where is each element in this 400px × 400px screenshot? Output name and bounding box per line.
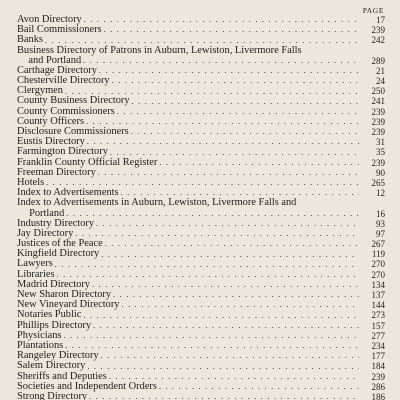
leader-dots	[87, 362, 359, 372]
index-entry	[17, 249, 385, 259]
entry-title: Strong Directory	[17, 390, 88, 400]
index-entry	[17, 168, 385, 178]
entry-page-number: 157	[371, 320, 385, 331]
entry-title: Madrid Directory	[17, 278, 90, 290]
entry-title: Justices of the Peace	[17, 238, 103, 250]
entry-title: Libraries	[17, 268, 55, 280]
entry-title: Banks	[17, 34, 43, 46]
entry-title: County Commissioners	[17, 105, 115, 117]
entry-page-number: 35	[376, 147, 385, 158]
entry-page-number: 12	[376, 188, 385, 199]
entry-title: Lawyers	[17, 258, 53, 270]
leader-dots	[55, 260, 359, 270]
entry-page-number: 93	[376, 218, 385, 229]
leader-dots	[57, 270, 359, 280]
leader-dots	[112, 76, 359, 86]
leader-dots	[87, 137, 359, 147]
entry-page-number: 270	[371, 259, 385, 270]
index-entry	[17, 76, 385, 86]
entry-title: Hotels	[17, 176, 45, 188]
entry-title: Salem Directory	[17, 360, 86, 372]
entry-title: Clergymen	[17, 85, 63, 97]
leader-dots	[83, 311, 359, 321]
entry-page-number: 97	[376, 228, 385, 239]
entry-page-number: 31	[376, 137, 385, 148]
leader-dots	[101, 250, 359, 260]
entry-title: Plantations	[17, 339, 64, 351]
entry-page-number: 16	[376, 208, 385, 219]
leader-dots	[104, 25, 359, 35]
entry-title: Business Directory of Patrons in Auburn, Lewiston, Livermore Falls	[17, 44, 302, 56]
entry-title: Eustis Directory	[17, 136, 85, 148]
entry-page-number: 119	[371, 249, 385, 260]
entry-title: Disclosure Commissioners	[17, 126, 129, 138]
entry-title: Sheriffs and Deputies	[17, 370, 107, 382]
leader-dots	[92, 280, 359, 290]
entry-page-number: 277	[371, 330, 385, 341]
entry-page-number: 239	[371, 116, 385, 127]
index-entry	[17, 25, 385, 35]
entry-page-number: 289	[371, 55, 385, 66]
entry-title: Carthage Directory	[17, 64, 97, 76]
entry-page-number: 21	[376, 65, 385, 76]
entry-title: Portland	[29, 207, 65, 219]
leader-dots	[131, 127, 359, 137]
entry-page-number: 242	[371, 35, 385, 46]
entry-page-number: 24	[376, 76, 385, 87]
leader-dots	[121, 300, 359, 310]
entry-page-number: 239	[371, 157, 385, 168]
entry-page-number: 270	[371, 269, 385, 280]
entry-page-number: 239	[371, 127, 385, 138]
entry-title: and Portland	[28, 54, 82, 66]
entry-page-number: 177	[371, 351, 385, 362]
entry-title: Farmington Directory	[17, 146, 108, 158]
entry-page-number: 239	[371, 106, 385, 117]
entry-title: New Vineyard Directory	[17, 299, 120, 311]
page-column-label: PAGE	[362, 6, 384, 15]
entry-title: Physicians	[17, 329, 62, 341]
leader-dots	[113, 290, 359, 300]
entry-title: Industry Directory	[17, 217, 95, 229]
entry-title: Chesterville Directory	[17, 75, 110, 87]
entry-title: Rangeley Directory	[17, 350, 99, 362]
index-entry	[17, 331, 385, 341]
entry-page-number: 241	[371, 96, 385, 107]
entry-title: County Officers	[17, 115, 85, 127]
entry-title: County Business Directory	[17, 95, 130, 107]
leader-dots	[132, 97, 359, 107]
entry-title: Jay Directory	[17, 227, 74, 239]
leader-dots	[84, 15, 359, 25]
index-entry	[17, 392, 385, 400]
entry-title: Index to Advertisements in Auburn, Lewiston, Livermore Falls and	[17, 197, 297, 209]
leader-dots	[89, 392, 359, 400]
entry-title: Societies and Independent Orders	[17, 380, 157, 392]
entry-page-number: 17	[376, 14, 385, 25]
entry-page-number: 90	[376, 167, 385, 178]
entry-page-number: 186	[371, 391, 385, 400]
entry-title: Notaries Public	[17, 309, 82, 321]
leader-dots	[105, 239, 359, 249]
leader-dots	[99, 66, 359, 76]
entry-page-number: 234	[371, 340, 385, 351]
index-entry	[17, 260, 385, 270]
entry-page-number: 134	[371, 279, 385, 290]
leader-dots	[101, 351, 359, 361]
entry-title: Kingfield Directory	[17, 248, 100, 260]
leader-dots	[65, 341, 359, 351]
entry-page-number: 273	[371, 310, 385, 321]
index-entry	[17, 198, 385, 208]
leader-dots	[159, 158, 359, 168]
entry-page-number: 184	[371, 361, 385, 372]
leader-dots	[75, 229, 359, 239]
entry-page-number: 286	[371, 381, 385, 392]
leader-dots	[63, 331, 359, 341]
leader-dots	[83, 56, 359, 66]
entry-title: Freeman Directory	[17, 166, 96, 178]
leader-dots	[98, 168, 359, 178]
index-list	[17, 15, 385, 400]
entry-page-number: 239	[371, 371, 385, 382]
leader-dots	[159, 382, 359, 392]
entry-page-number: 267	[371, 239, 385, 250]
entry-page-number: 265	[371, 177, 385, 188]
entry-title: New Sharon Directory	[17, 289, 112, 301]
entry-page-number: 250	[371, 86, 385, 97]
leader-dots	[96, 219, 359, 229]
entry-page-number: 144	[371, 300, 385, 311]
entry-title: Avon Directory	[17, 13, 82, 25]
index-entry	[17, 321, 385, 331]
leader-dots	[66, 209, 359, 219]
entry-title: Franklin County Official Register	[17, 156, 158, 168]
entry-page-number: 137	[371, 290, 385, 301]
entry-title: Phillips Directory	[17, 319, 92, 331]
entry-page-number: 239	[371, 25, 385, 36]
leader-dots	[93, 321, 359, 331]
entry-title: Bail Commissioners	[17, 24, 102, 36]
leader-dots	[117, 107, 359, 117]
entry-title: Index to Advertisements	[17, 187, 119, 199]
